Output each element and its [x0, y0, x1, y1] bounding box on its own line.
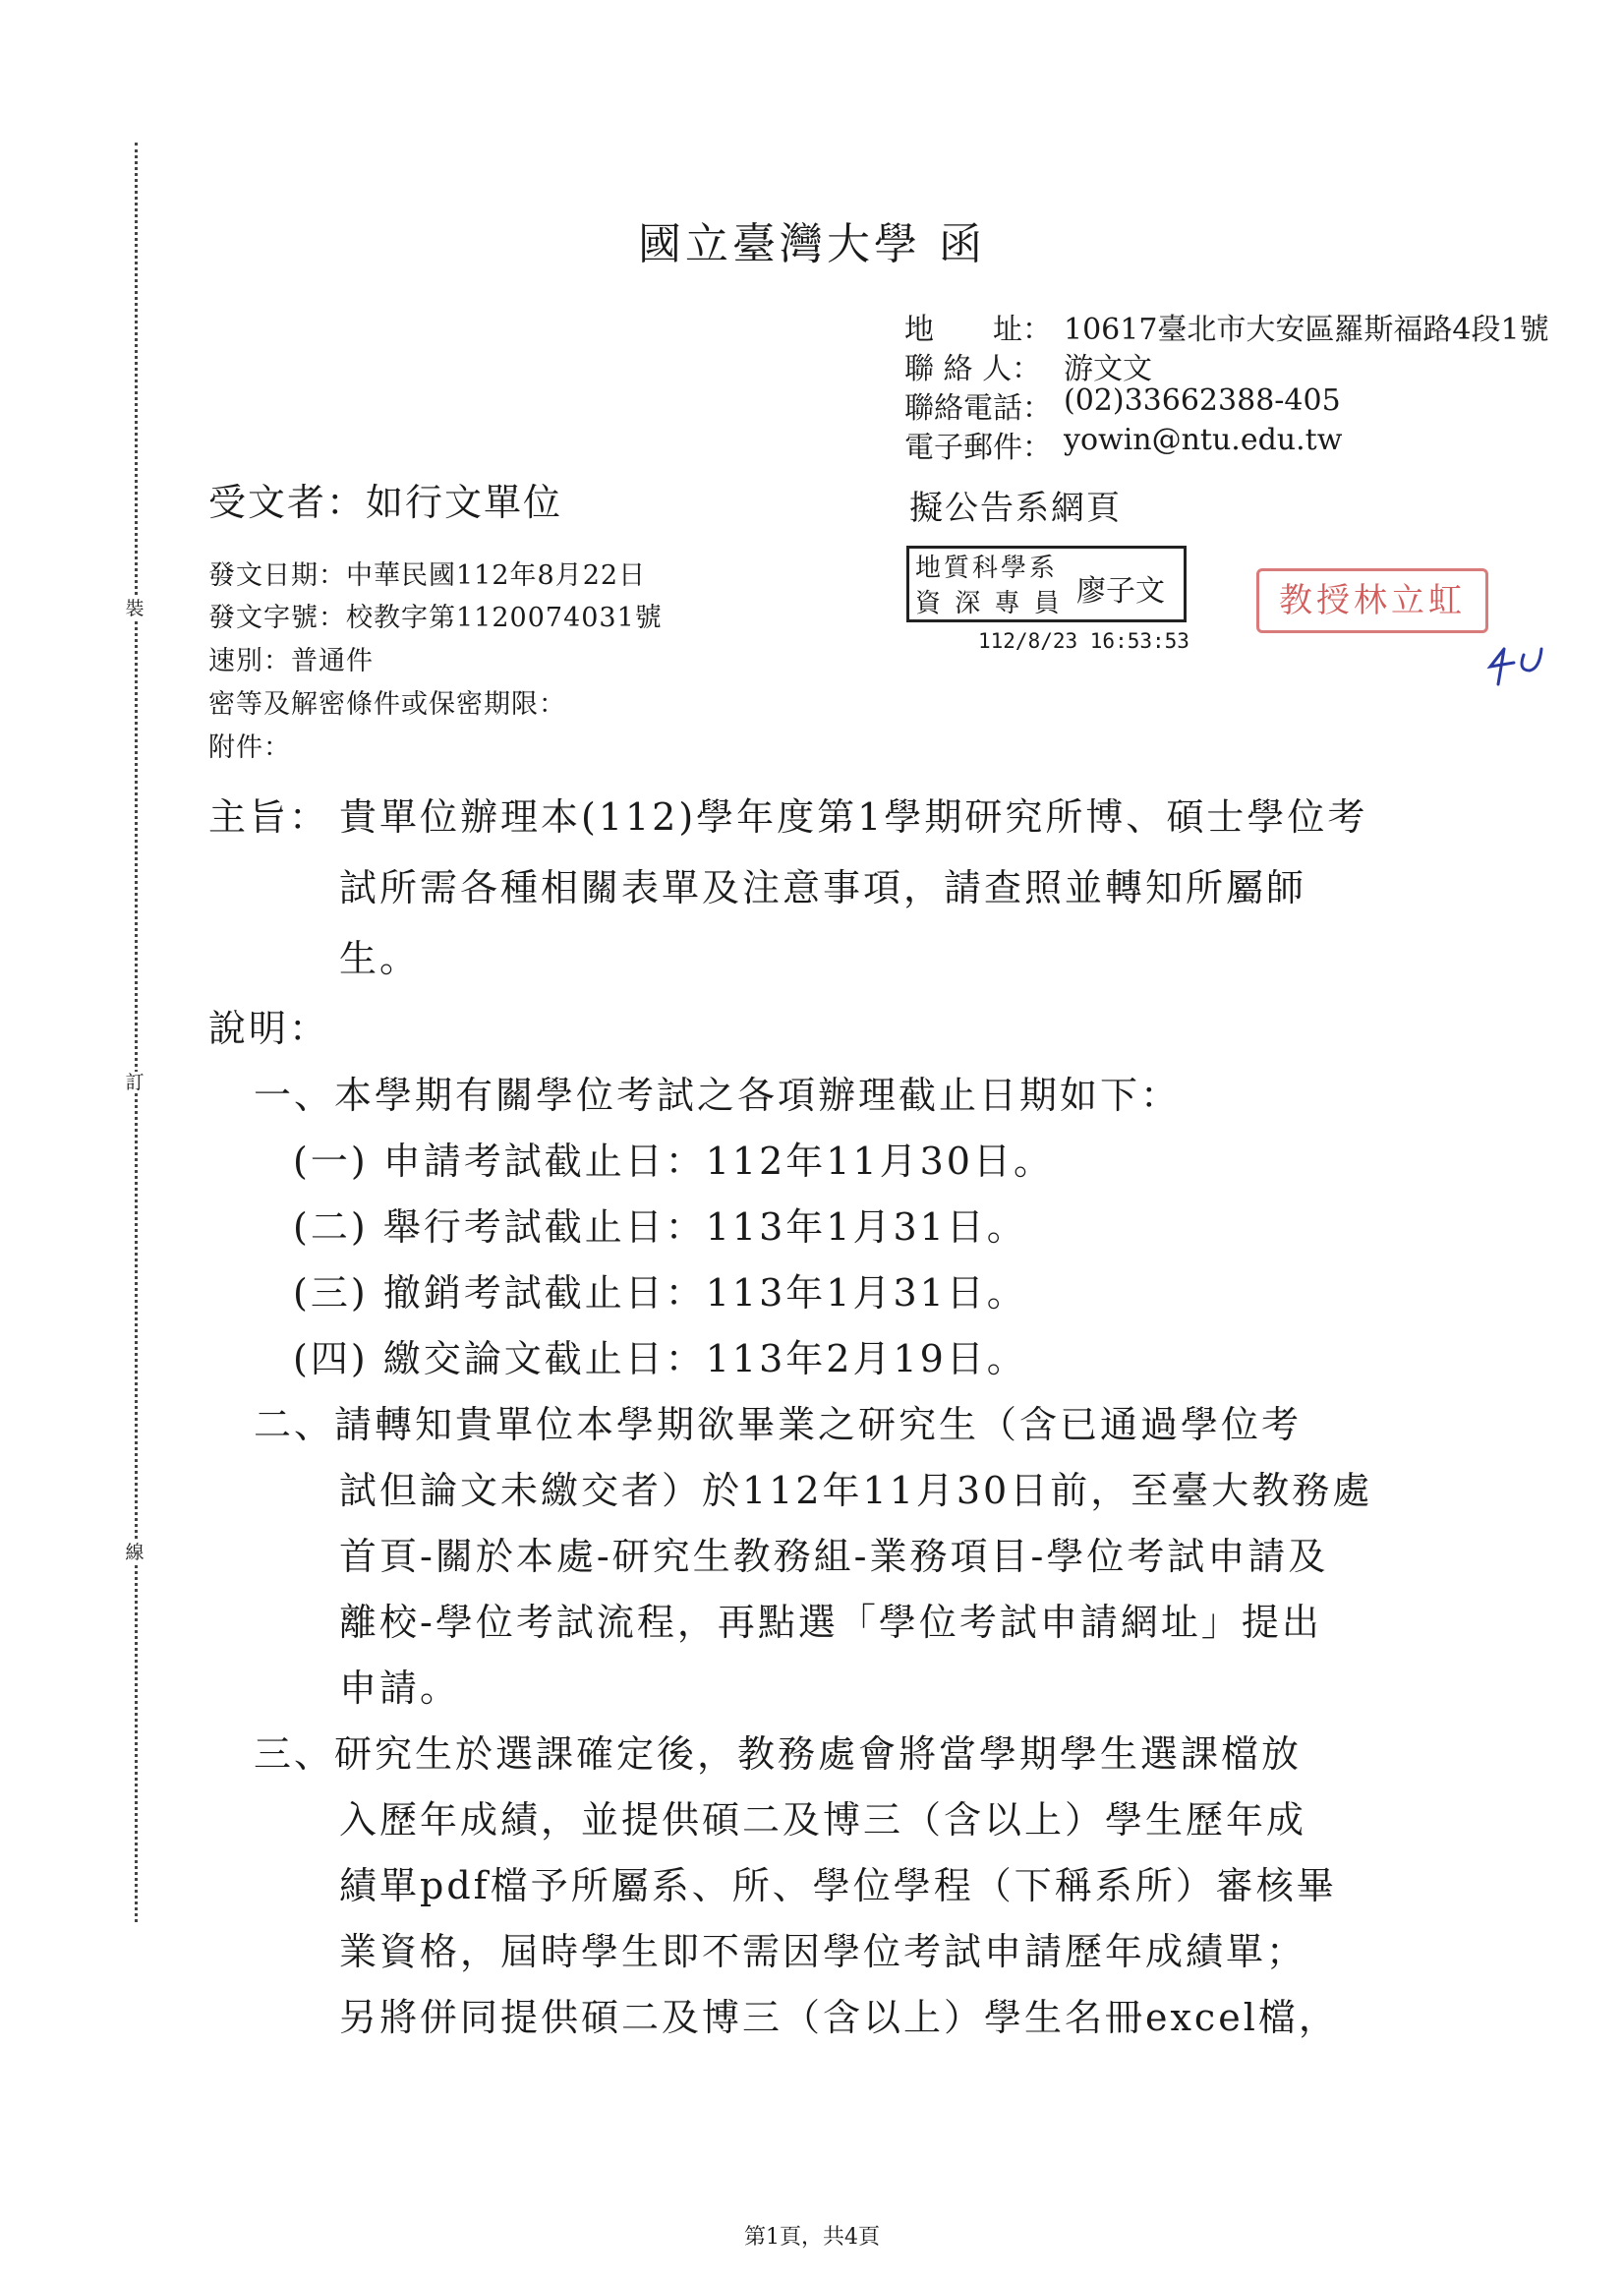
deadline-subitem: (三) 撤銷考試截止日：113年1月31日。: [293, 1271, 1027, 1315]
attachments: 附件：: [208, 732, 291, 763]
contact-person-value: 游文文: [1064, 352, 1152, 386]
stamp-timestamp: 112/8/23 16:53:53: [978, 629, 1189, 653]
item-3-line: 三、研究生於選課確定後，教務處會將當學期學生選課檔放: [254, 1732, 1303, 1776]
item-3-line: 績單pdf檔予所屬系、所、學位學程（下稱系所）審核畢: [339, 1864, 1337, 1907]
binding-mark-ding: 訂: [118, 1072, 151, 1093]
receiving-stamp: [906, 546, 1187, 622]
confidentiality: 密等及解密條件或保密期限：: [208, 689, 566, 720]
deadline-subitem: (四) 繳交論文截止日：113年2月19日。: [293, 1337, 1027, 1380]
subject-label: 主旨：: [208, 795, 330, 839]
contact-phone-value: (02)33662388-405: [1064, 383, 1341, 418]
issue-date: 發文日期：中華民國112年8月22日: [208, 560, 647, 591]
speed-category: 速別：普通件: [208, 646, 374, 676]
contact-address-value: 10617臺北市大安區羅斯福路4段1號: [1064, 313, 1549, 347]
binding-mark-zhuang: 裝: [118, 598, 151, 619]
stamp-department: [915, 551, 1063, 621]
document-title: 國立臺灣大學 函: [638, 219, 986, 269]
contact-person-label: 聯 絡 人：: [904, 352, 1042, 386]
deadline-subitem: (一) 申請考試截止日：112年11月30日。: [293, 1140, 1054, 1183]
item-2-line: 試但論文未繳交者）於112年11月30日前，至臺大教務處: [339, 1469, 1373, 1512]
page-number: 第1頁，共4頁: [744, 2225, 880, 2250]
item-2-line: 首頁-關於本處-研究生教務組-業務項目-學位考試申請及: [339, 1535, 1329, 1578]
item-2-line: 離校-學位考試流程，再點選「學位考試申請網址」提出: [339, 1601, 1322, 1644]
handwritten-signature: [1484, 641, 1553, 688]
binding-mark-xian: 線: [118, 1542, 151, 1563]
contact-address-label: 地 址：: [904, 313, 1052, 347]
contact-email-value: yowin@ntu.edu.tw: [1064, 423, 1343, 457]
stamp-name: 廖子文: [1076, 574, 1165, 609]
stamp-dept-line2: 資 深 專 員: [915, 589, 1063, 618]
binding-dotted-line: [135, 143, 138, 1922]
item-2-line: 申請。: [339, 1667, 461, 1710]
recipient: 受文者：如行文單位: [208, 481, 563, 524]
deadline-subitem: (二) 舉行考試截止日：113年1月31日。: [293, 1205, 1027, 1249]
contact-phone-label: 聯絡電話：: [904, 391, 1052, 426]
document-number: 發文字號：校教字第1120074031號: [208, 603, 663, 633]
posting-note: 擬公告系網頁: [909, 489, 1122, 528]
item-3-line: 業資格，屆時學生即不需因學位考試申請歷年成績單；: [339, 1930, 1307, 1973]
contact-email-label: 電子郵件：: [904, 431, 1052, 465]
item-3-line: 入歷年成績，並提供碩二及博三（含以上）學生歷年成: [339, 1798, 1307, 1842]
subject-line: 貴單位辦理本(112)學年度第1學期研究所博、碩士學位考: [339, 795, 1368, 839]
item-2-line: 二、請轉知貴單位本學期欲畢業之研究生（含已通過學位考: [254, 1403, 1303, 1446]
subject-line: 試所需各種相關表單及注意事項，請查照並轉知所屬師: [339, 866, 1307, 909]
subject-line: 生。: [339, 937, 421, 980]
item-3-line: 另將併同提供碩二及博三（含以上）學生名冊excel檔，: [339, 1996, 1339, 2039]
item-1-title: 一、本學期有關學位考試之各項辦理截止日期如下：: [254, 1074, 1182, 1117]
stamp-dept-line1: 地質科學系: [915, 554, 1059, 583]
professor-seal: 教授林立虹: [1256, 568, 1488, 633]
explanation-label: 說明：: [208, 1007, 330, 1050]
